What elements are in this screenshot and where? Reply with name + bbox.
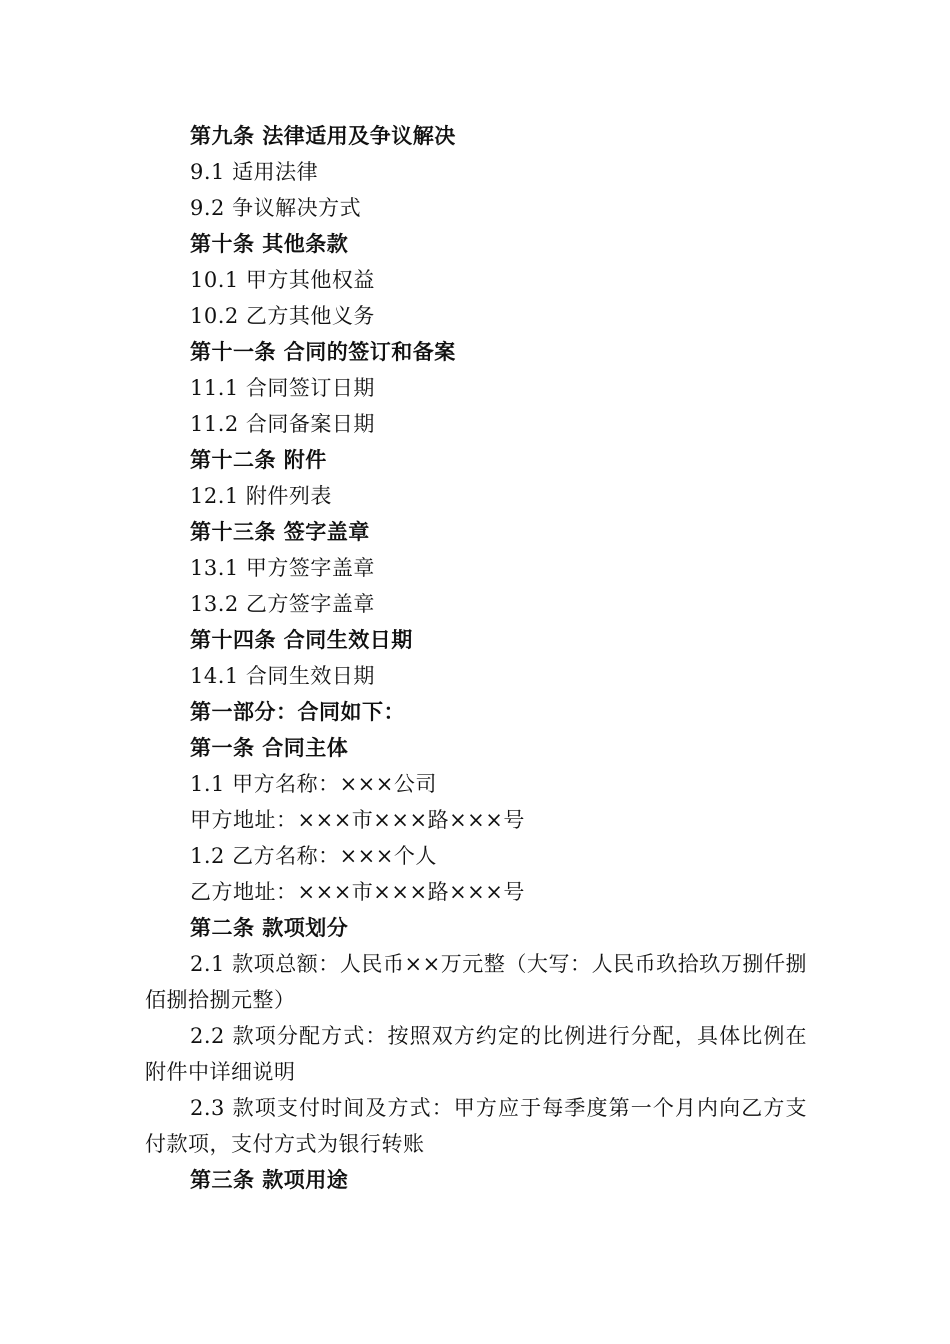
article-heading: 第二条 款项划分 <box>190 916 349 940</box>
clause-item: 1.1 甲方名称：×××公司 <box>190 772 437 796</box>
clause-paragraph: 2.3 款项支付时间及方式：甲方应于每季度第一个月内向乙方支付款项，支付方式为银行转账 <box>145 1096 807 1156</box>
clause-item: 13.2 乙方签字盖章 <box>190 592 375 616</box>
clause-paragraph: 2.2 款项分配方式：按照双方约定的比例进行分配，具体比例在附件中详细说明 <box>145 1024 807 1084</box>
article-heading: 第一条 合同主体 <box>190 736 349 760</box>
clause-item: 10.2 乙方其他义务 <box>190 304 375 328</box>
article-heading: 第十条 其他条款 <box>190 232 349 256</box>
clause-item: 乙方地址：×××市×××路×××号 <box>190 880 525 904</box>
article-heading: 第十二条 附件 <box>190 448 327 472</box>
article-heading: 第十四条 合同生效日期 <box>190 628 413 652</box>
article-heading: 第九条 法律适用及争议解决 <box>190 124 456 148</box>
clause-item: 1.2 乙方名称：×××个人 <box>190 844 437 868</box>
clause-item: 9.1 适用法律 <box>190 160 319 184</box>
clause-item: 9.2 争议解决方式 <box>190 196 362 220</box>
article-heading: 第十一条 合同的签订和备案 <box>190 340 456 364</box>
article-heading: 第十三条 签字盖章 <box>190 520 370 544</box>
clause-item: 14.1 合同生效日期 <box>190 664 375 688</box>
clause-item: 13.1 甲方签字盖章 <box>190 556 375 580</box>
clause-paragraph: 2.1 款项总额：人民币××万元整（大写：人民币玖拾玖万捌仟捌佰捌拾捌元整） <box>145 952 807 1012</box>
article-heading: 第三条 款项用途 <box>190 1168 349 1192</box>
clause-item: 11.2 合同备案日期 <box>190 412 375 436</box>
clause-item: 12.1 附件列表 <box>190 484 332 508</box>
clause-item: 甲方地址：×××市×××路×××号 <box>190 808 525 832</box>
document-body <box>145 118 807 1198</box>
clause-item: 10.1 甲方其他权益 <box>190 268 375 292</box>
clause-item: 11.1 合同签订日期 <box>190 376 375 400</box>
section-heading: 第一部分：合同如下： <box>190 700 405 724</box>
